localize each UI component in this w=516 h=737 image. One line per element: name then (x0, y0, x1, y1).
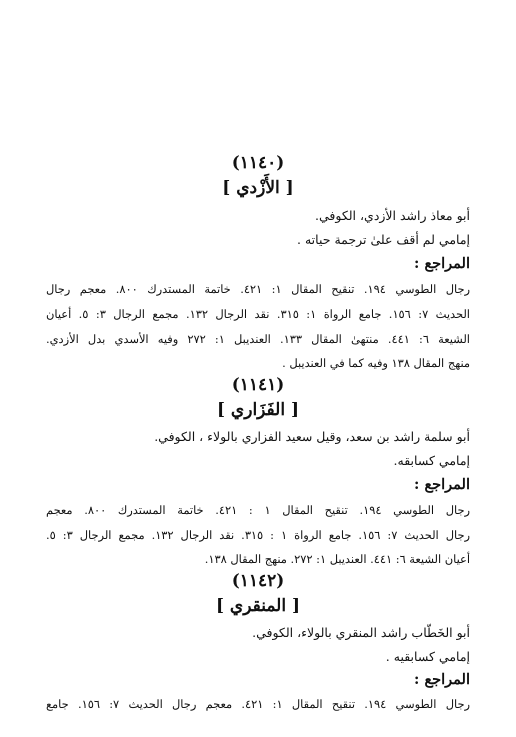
reference-line: الحديث ٧: ١٥٦. جامع الرواة ١: ٣١٥. نقد الرجال ١٣٢. مجمع الرجال ٣: ٥. أعيان (46, 307, 470, 321)
entry-name: [ الأَزْدي ] (222, 178, 294, 198)
reference-line: رجال الحديث ٧: ١٥٦. جامع الرواة ١ : ٣١٥. نقد الرجال ١٣٢. مجمع الرجال ٣: ٥. (46, 528, 470, 542)
entry-number: (١١٤٢) (231, 571, 285, 591)
entry-text-line: أبو الخَطّاب راشد المنقري بالولاء، الكوفي. (252, 625, 470, 640)
reference-line: رجال الطوسي ١٩٤. تنقيح المقال ١: ٤٢١. خاتمة المستدرك ٨٠٠. معجم رجال (46, 282, 470, 296)
reference-line: منهج المقال ١٣٨ وفيه كما في العنديبل . (282, 356, 470, 370)
entry-number: (١١٤٠) (231, 153, 285, 173)
entry-text-line: أبو معاذ راشد الأزدي، الكوفي. (315, 208, 470, 223)
entry-text-line: إمامي كسابقيه . (385, 649, 470, 664)
reference-line: رجال الطوسي ١٩٤. تنقيح المقال ١ : ٤٢١. خاتمة المستدرك ٨٠٠. معجم (46, 503, 470, 517)
references-heading: المراجع : (414, 476, 470, 493)
entry-name: [ المنقري ] (215, 596, 301, 616)
references-heading: المراجع : (414, 671, 470, 688)
entry-text-line: أبو سلمة راشد بن سعد، وقيل سعيد الفزاري بالولاء ، الكوفي. (154, 429, 470, 444)
entry-text-line: إمامي لم أقف علىٰ ترجمة حياته . (297, 232, 470, 247)
entry-text-line: إمامي كسابقه. (393, 453, 470, 468)
references-heading: المراجع : (414, 255, 470, 272)
reference-line: أعيان الشيعة ٦: ٤٤١. العنديبل ١: ٢٧٢. منهج المقال ١٣٨. (204, 552, 470, 566)
entry-number: (١١٤١) (231, 375, 285, 395)
reference-line: رجال الطوسي ١٩٤. تنقيح المقال ١: ٤٢١. معجم رجال الحديث ٧: ١٥٦. جامع (46, 697, 470, 711)
entry-name: [ الفَزَاري ] (216, 400, 300, 420)
reference-line: الشيعة ٦: ٤٤١. منتهىٰ المقال ١٣٣. العنديبل ١: ٢٧٢ وفيه الأسدي بدل الأزدي. (46, 332, 470, 346)
